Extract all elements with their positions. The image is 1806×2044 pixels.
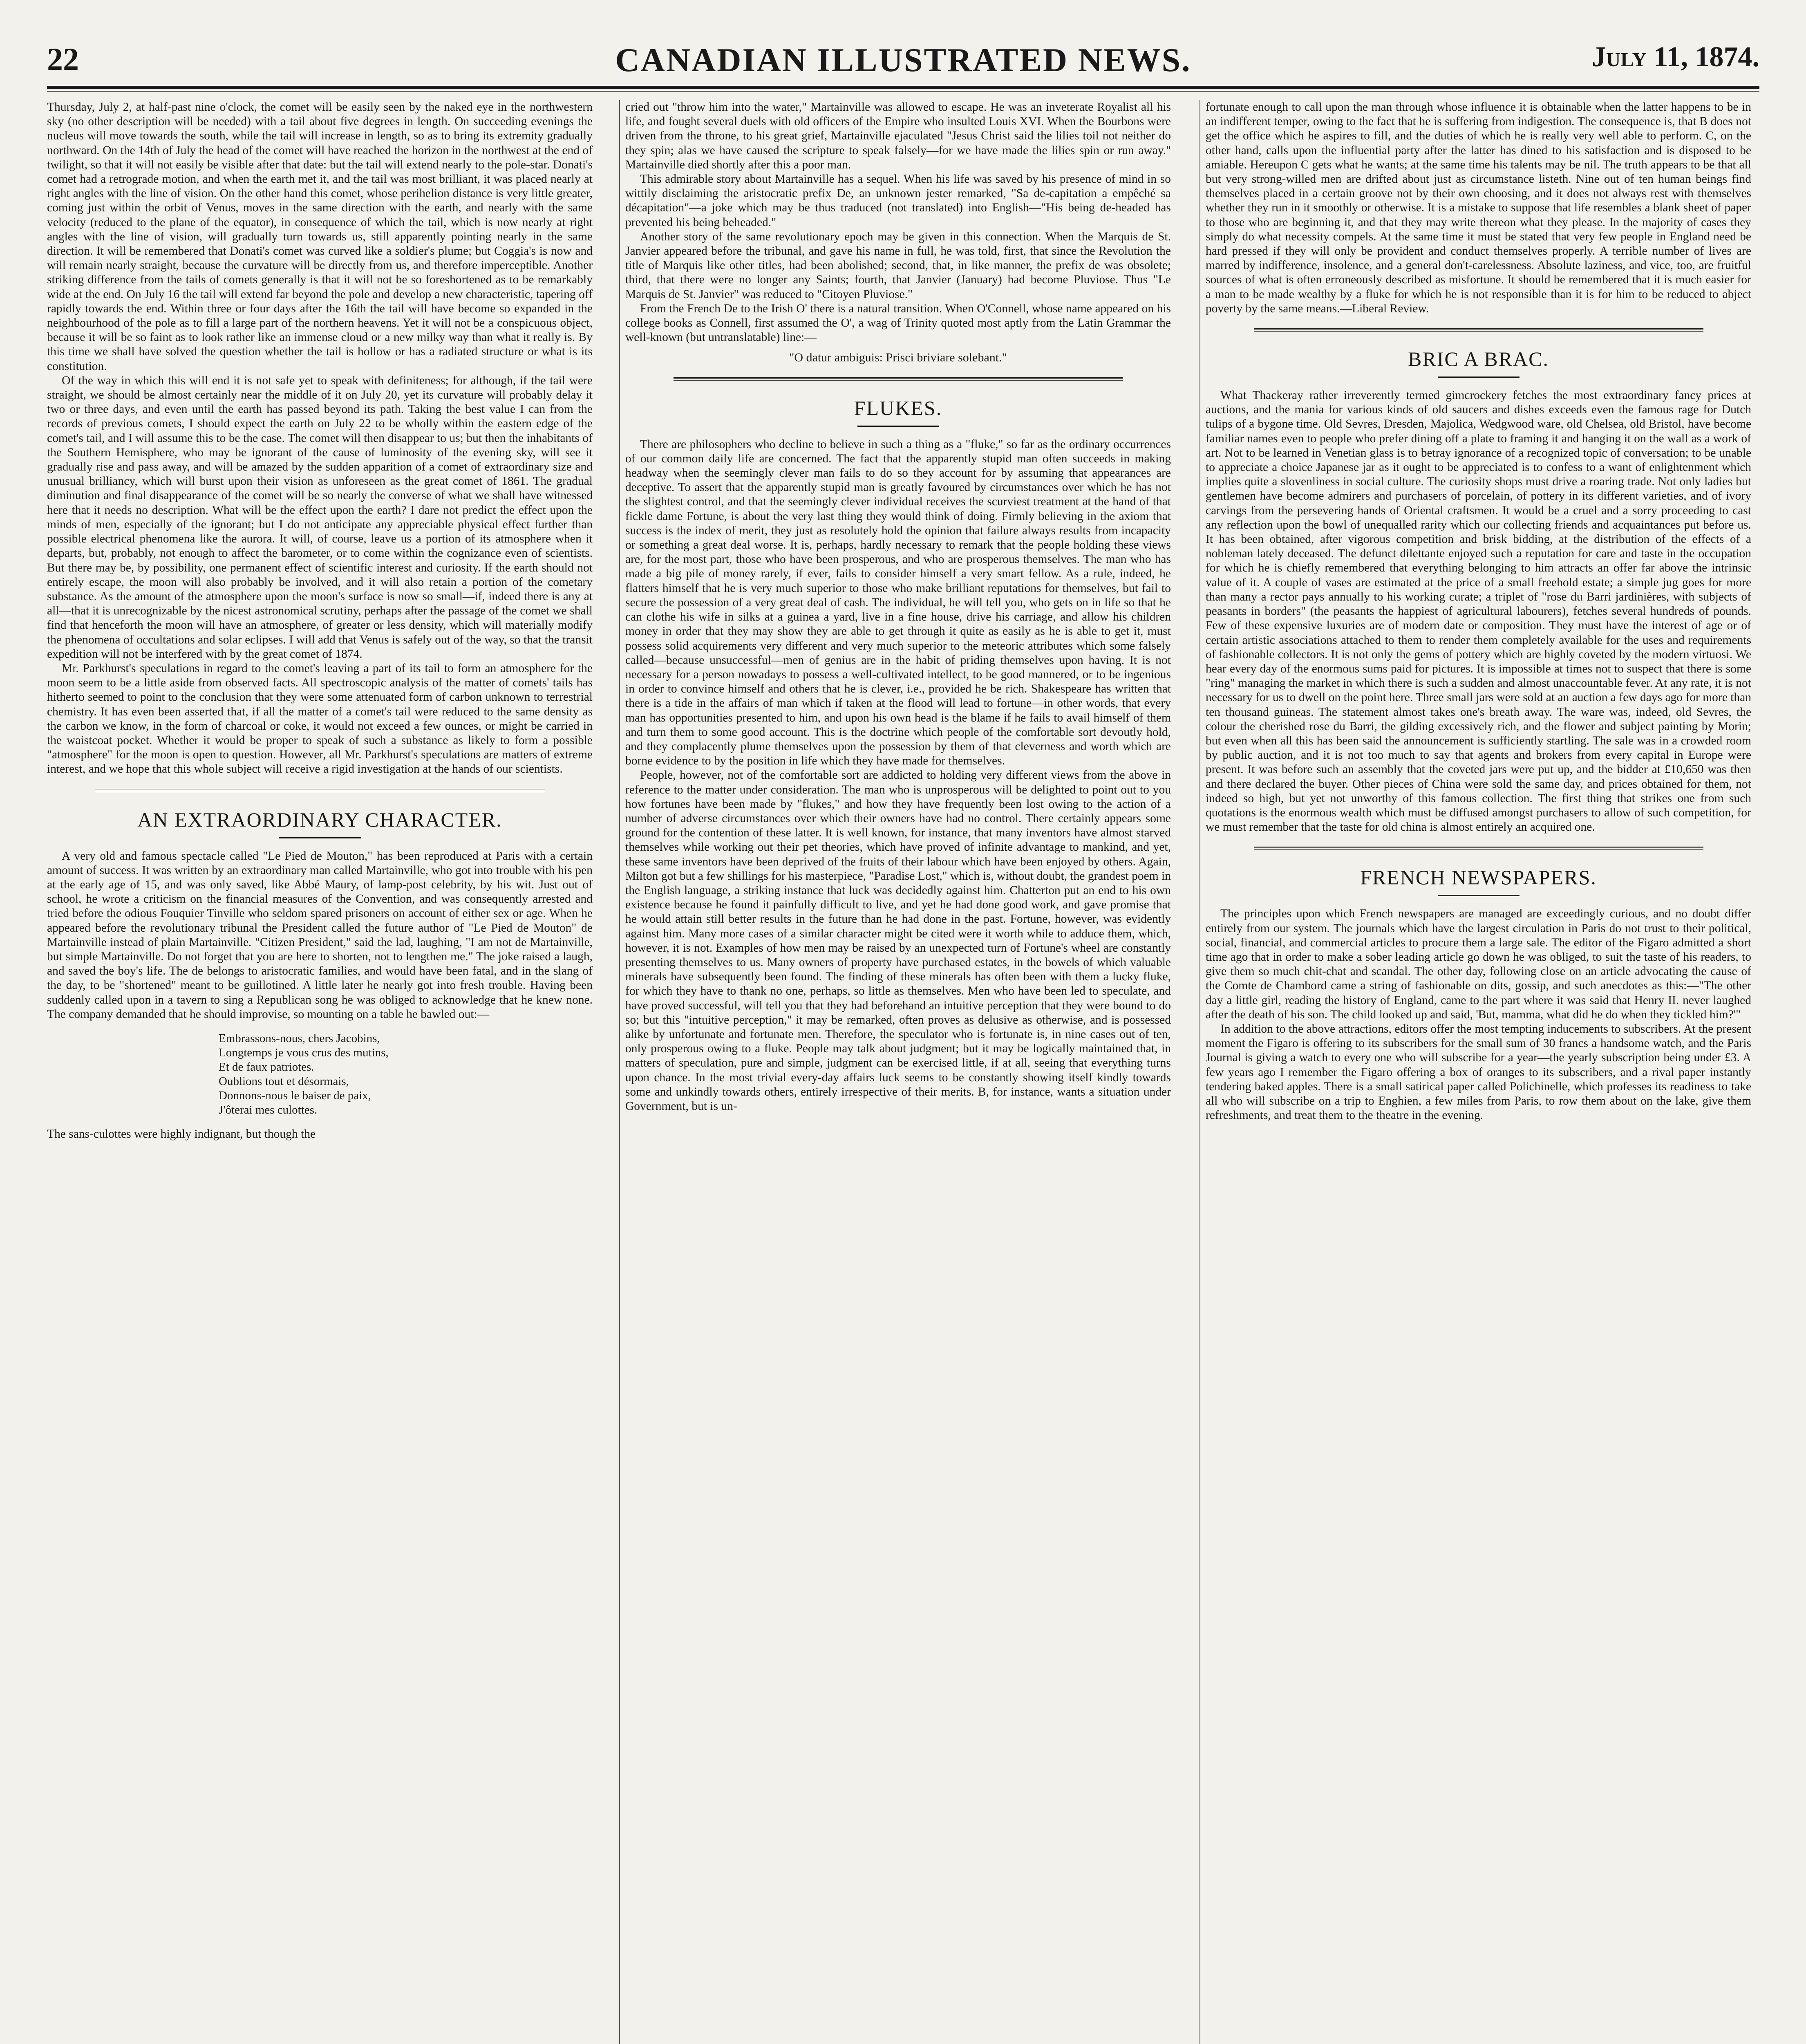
section-separator [1254,847,1703,850]
column-1 [47,100,593,2044]
comet-paragraph: Of the way in which this will end it is not safe yet to speak with definiteness; for although, if the tail were straight, we should be almost certainly near the middle of it on July 20, yet its curvature will probably delay it two or three days, and even until the earth has passed beyond its path. Taking the best value I can from the records of previous comets, I should expect the earth on July 22 to be wholly within the eastern edge of the comet's tail, and I will assume this to be the case. The comet will then disappear to us; but then the inhabitants of the Southern Hemisphere, who may be ignorant of the cause of luminosity of the evening sky, will see it gradually rise and pass away, and will be amazed by the sudden apparition of a comet of extraordinary size and unusual brilliancy, which will burst upon their vision as unforeseen as the great comet of 1861. The gradual diminution and final disappearance of the comet will be so nearly the converse of what we shall have witnessed here that it needs no description. What will be the effect upon the earth? I dare not predict the effect upon the minds of men, especially of the ignorant; but I do not anticipate any appreciable physical effect further than possible electrical phenomena like the aurora. It will, of course, leave us a portion of its atmosphere when it departs, but, probably, not enough to affect the barometer, or to come within the cognizance even of scientists. But there may be, by possibility, one permanent effect of scientific interest and curiosity. If the earth should not entirely escape, the moon will also probably be involved, and it will also retain a portion of the cometary substance. As the amount of the atmosphere upon the moon's surface is now so small—if, indeed there is any at all—that it is unrecognizable by the nicest astronomical scrutiny, perhaps after the passage of the comet we shall find that henceforth the moon will have an atmosphere, of greater or less density, which will materially modify the phenomena of occultations and solar eclipses. I will add that Venus is safely out of the way, so that the transit expedition will not be interfered with by the great comet of 1874. [47,374,593,661]
section-separator [95,789,545,792]
verse-line: Oublions tout et désormais, [219,1074,349,1088]
latin-quote: "O datur ambiguis: Prisci briviare solebant." [789,351,1007,365]
article-paragraph: The principles upon which French newspapers are managed are exceedingly curious, and no doubt differ entirely from our system. The journals which have the largest circulation in Paris do not trust to their political, social, financial, and commercial articles to procure them a large sale. The editor of the Figaro admitted a short time ago that in order to make a sober leading article go down he was obliged, to suit the taste of his readers, to give them so much chit-chat and scandal. The other day, following close on an article advocating the cause of the Comte de Chambord came a string of fashionable on dits, gossip, and such anecdotes as this:—"The other day a little girl, reading the history of England, came to the part where it was said that Henry II. never laughed after the death of his son. The child looked up and said, 'But, mamma, what did he do when they tickled him?'" [1206,907,1751,1021]
comet-paragraph: Thursday, July 2, at half-past nine o'clock, the comet will be easily seen by the naked eye in the northwestern sky (no other description will be needed) with a tail about five degrees in length. On succeeding evenings the nucleus will move towards the south, while the tail will increase in length, so as to bring its extremity gradually northward. On the 14th of July the head of the comet will have reached the horizon in the northwest at the end of twilight, so that it will not easily be visible after that date: but the tail will extend nearly to the pole-star. Donati's comet had a retrograde motion, and when the earth met it, and the tail was most brilliant, it was placed nearly at right angles with the line of vision. On the other hand this comet, whose perihelion distance is very little greater, coming just within the orbit of Venus, moves in the same direction with the earth, and nearly with the same velocity (reduced to the plane of the equator), in consequence of which the tail, which is now nearly at right angles with the line of vision, will gradually turn towards us, still apparently pointing nearly in the same direction. It will be remembered that Donati's comet was curved like a soldier's plume; but Coggia's is now and will remain nearly straight, because the curvature will be directly from us, and therefore imperceptible. Another striking difference from the tails of comets generally is that it will not be so foreshortened as to be remarkably wide at the end. On July 16 the tail will extend far beyond the pole and develop a new characteristic, tapering off rapidly towards the end. Within three or four days after the 16th the tail will have become so expanded in the neighbourhood of the pole as to fill a large part of the northern heavens. Yet it will not be a conspicuous object, because it will be so faint as to look rather like an immense cloud or a new milky way than what it really is. By this time we shall have solved the question whether the tail is hollow or has a radiated structure or what is its constitution. [47,101,593,373]
heading-rule [279,837,361,838]
article-paragraph: People, however, not of the comfortable sort are addicted to holding very different views from the above in reference to the matter under consideration. The man who is unprosperous will be delighted to point out to you how fortunes have been made by "flukes," and how they have frequently been lost owing to the action of a number of adverse circumstances over which their owners have had no control. There certainly appears some ground for the contention of these latter. It is well known, for instance, that many inventors have almost starved themselves while working out their pet theories, which have proved of infinite advantage to mankind, and yet, these same inventors have been deprived of the fruits of their labour which have been enjoyed by others. Again, Milton got but a few shillings for his masterpiece, "Paradise Lost," which is, without doubt, the grandest poem in the English language, a striking instance that luck was decidedly against him. Chatterton put an end to his own existence because he found it painfully difficult to live, and yet he had done good work, and gave promise that he would attain still better results in the future than he had done in the past. Fortune, however, was evidently against him. Many more cases of a similar character might be cited were it worth while to adduce them, which, however, it is not. Examples of how men may be raised by an unexpected turn of Fortune's wheel are constantly presenting themselves to us. Many owners of property have purchased estates, in the bowels of which valuable minerals have subsequently been found. The finding of these minerals has often been with them a lucky fluke, for which they have to thank no one, perhaps, so little as themselves. Men who have been led to speculate, and have proved successful, will tell you that they had beforehand an intuitive perception that they were bound to do so; but this "intuitive perception," it may be remarked, often proves as delusive as otherwise, and is possessed alike by unfortunate and fortunate men. Therefore, the speculator who is fortunate is, in nine cases out of ten, only prosperous owing to a fluke. People may talk about judgment; but it may be logically maintained that, in matters of speculation, pure and simple, judgment can be exercised little, if at all, seeing that everything turns upon chance. In the most trivial every-day affairs luck seems to be constantly showing itself kindly towards some and unkindly towards others, entirely irrespective of their merits. B, for instance, wants a situation under Government, but is un- [625,769,1171,1113]
article-paragraph: There are philosophers who decline to believe in such a thing as a "fluke," so far as the ordinary occurrences of our common daily life are concerned. The fact that the apparently stupid man often succeeds in making headway when the seemingly clever man fails to do so they account for by assuming that appearances are deceptive. To assert that the apparently stupid man is greatly favoured by circumstances over which he has not the slightest control, and that the seemingly clever individual receives the scurviest treatment at the hand of that fickle dame Fortune, is about the very last thing they would think of doing. Firmly believing in the axiom that success is the index of merit, they just as resolutely hold the opinion that failure always results from incapacity or something a great deal worse. It is, perhaps, hardly necessary to remark that the people holding these views are, for the most part, those who have been prosperous, and who are prosperous themselves. The man who has made a big pile of money rarely, if ever, fails to consider himself a very smart fellow. As a rule, indeed, he flatters himself that he is very much superior to those who make brilliant reputations for themselves, but fail to secure the possession of a very great deal of cash. The individual, he will tell you, who gets on in life so that he can clothe his wife in silks at a guinea a yard, live in a fine house, drive his carriage, and allow his children money in order that they may show they are able to get through it quite as easily as he is able to get it, must possess solid acquirements very different and very much superior to the meteoric attributes which some falsely called—because unsuccessful—men of genius are in the habit of priding themselves upon having. It is not necessary for a person nowadays to possess a well-cultivated intellect, to be good mannered, or to be ingenious in order to convince himself and others that he is clever, i.e., provided he be rich. Shakespeare has written that there is a tide in the affairs of man which if taken at the flood will lead to fortune—in other words, that every man has opportunities presented to him, and upon his own head is the blame if he fails to avail himself of them and turn them to some good account. This is the doctrine which people of the comfortable sort devoutly hold, and they complacently plume themselves upon the possession by them of that cleverness and worth which are borne evidence to by the position in life which they have made for themselves. [625,437,1171,768]
verse-line: Et de faux patriotes. [219,1060,314,1074]
article-paragraph: What Thackeray rather irreverently termed gimcrockery fetches the most extraordinary fancy prices at auctions, and the mania for various kinds of old saucers and dishes exceeds even the famous rage for Dutch tulips of a bygone time. Old Sevres, Dresden, Majolica, Wedgwood ware, old Chelsea, old Bristol, have become familiar names even to people who prefer dining off a plate to framing it and hanging it on the wall as a work of art. Not to be learned in Venetian glass is to betray ignorance of a recognized topic of conversation; to be unable to appreciate a choice Japanese jar as it ought to be appreciated is to confess to a want of enlightenment which implies quite a slovenliness in social culture. The curiosity shops must drive a roaring trade. Not only ladies but gentlemen have become admirers and purchasers of porcelain, of pottery in its different varieties, and of ivory carvings from the persevering hands of Oriental craftsmen. It would be a cruel and a sorry proceeding to cast any reflection upon the bowl of unequalled rarity which our collecting friends and acquaintances put before us. It has been obtained, after vigorous competition and brisk bidding, at the distribution of the effects of a nobleman lately deceased. The defunct dilettante enjoyed such a reputation for care and taste in the occupation for which he is chiefly remembered that everything belonging to him attracts an offer far above the intrinsic value of it. A couple of vases are estimated at the price of a small freehold estate; a simple jug goes for more than many a rector pays annually to his working curate; a triplet of "rose du Barri jardinières, with subjects of peasants in borders" (the peasants the happiest of agricultural labourers), fetches several hundreds of pounds. Few of these expensive luxuries are of modern date or composition. They must have the interest of age or of certain artistic associations attached to them to render them completely available for the uses and requirements of fashionable collectors. It is not only the gems of pottery which are highly coveted by the modern virtuosi. We hear every day of the enormous sums paid for pictures. It is impossible at times not to suspect that there is some "ring" managing the market in which there is such a sudden and almost unaccountable fever. At any rate, it is not necessary for us to dwell on the point here. Three small jars were sold at an auction a few days ago for more than ten thousand guineas. The statement almost takes one's breath away. The ware was, indeed, old Sevres, the colour the cherished rose du Barri, the gilding excessively rich, and the flower and subject painting by Morin; but even when all this has been said the announcement is sufficiently startling. The sale was in a crowded room by public auction, and it is not too much to say that agents and brokers from every capital in Europe were present. It was before such an assembly that the coveted jars were put up, and the bidder at £10,650 was then and there declared the buyer. Other pieces of China were sold the same day, and prices obtained for them, not indeed so high, but yet not unworthy of this famous collection. The first thing that strikes one from such quotations is the enormous wealth which must be diffused amongst purchasers to allow of such competition, for we must remember that the taste for old china is almost entirely an acquired one. [1206,389,1751,834]
heading-bric-a-brac: BRIC A BRAC. [1408,347,1549,371]
article-paragraph: Another story of the same revolutionary epoch may be given in this connection. When the Marquis de St. Janvier appeared before the tribunal, and gave his name in full, he was told, first, that since the Revolution the title of Marquis like other titles, had been abolished; second, that, in like manner, the prefix de was obsolete; third, that there were no longer any Saints; fourth, that Janvier (January) had become Pluviose. Thus "Le Marquis de St. Janvier" was reduced to "Citoyen Pluviose." [625,230,1171,301]
article-paragraph: In addition to the above attractions, editors offer the most tempting inducements to subscribers. At the present moment the Figaro is offering to its subscribers for the small sum of 30 francs a handsome watch, and the Paris Journal is giving a watch to every one who will subscribe for a year—the yearly subscription being under £3. A few years ago I remember the Figaro offering a box of oranges to its subscribers, and a rival paper instantly tendering baked apples. There is a small satirical paper called Polichinelle, which professes its readiness to take all who will subscribe on a trip to Enghien, a few miles from Paris, to row them about on the lake, give them refreshments, and treat them to the theatre in the evening. [1206,1022,1751,1122]
article-paragraph: cried out "throw him into the water," Martainville was allowed to escape. He was an inveterate Royalist all his life, and fought several duels with old officers of the Empire who insulted Louis XVI. When the Bourbons were driven from the throne, to his great grief, Martainville ejaculated "Jesus Christ said the lilies toil not neither do they spin; alas we have caused the scripture to speak falsely—for we have made the lilies spin or run away." Martainville died shortly after this a poor man. [625,101,1171,171]
heading-rule [1438,895,1520,896]
masthead [47,41,1759,86]
column-divider [619,100,620,2044]
verse-line: Embrassons-nous, chers Jacobins, [219,1031,380,1045]
article-paragraph: fortunate enough to call upon the man through whose influence it is obtainable when the latter happens to be in an indifferent temper, owing to the fact that he is suffering from indigestion. The consequence is, that B does not get the office which he aspires to fill, and the duties of which he is really very well able to perform. C, on the other hand, calls upon the influential party after the latter has dined to his satisfaction and is disposed to be amiable. Hereupon C gets what he wants; at the same time his talents may be nil. The truth appears to be that all but very strong-willed men are drifted about just as circumstance listeth. Nine out of ten human beings find themselves placed in a certain groove not by their own choosing, and it does not always rest with themselves whether they run in it smoothly or otherwise. It is a mistake to suppose that life resembles a blank sheet of paper to those who are beginning it, and that they may write thereon what they please. In the majority of cases they simply do what necessity compels. At the same time it must be stated that very few people in England need be hard pressed if they will only be provident and conduct themselves properly. A terrible number of lives are marred by indifference, insolence, and a general don't-carelessness. Absolute laziness, and vice, too, are fruitful sources of what is often erroneously described as misfortune. It should be remembered that it is much easier for a man to be made wealthy by a fluke for which he is not responsible than it is for him to be reduced to abject poverty by the same means.—Liberal Review. [1206,101,1751,315]
heading-french-newspapers: FRENCH NEWSPAPERS. [1360,866,1597,889]
section-separator [674,377,1123,381]
heading-extraordinary-character: AN EXTRAORDINARY CHARACTER. [137,808,502,831]
masthead-rule-thin [47,91,1759,92]
comet-paragraph: Mr. Parkhurst's speculations in regard to the comet's leaving a part of its tail to form an atmosphere for the moon seem to be a little aside from observed facts. All spectroscopic analysis of the matter of comets' tails has hitherto seemed to point to the conclusion that they were some attenuated form of carbon unknown to terrestrial chemistry. It has even been asserted that, if all the matter of a comet's tail were reduced to the same density as the carbon we know, in the form of charcoal or coke, it would not exceed a few ounces, or might be carried in the waistcoat pocket. Whether it would be proper to speak of such a substance as likely to form a possible "atmosphere" for the moon is open to question. However, all Mr. Parkhurst's speculations are matters of extreme interest, and we hope that this whole subject will receive a rigid investigation at the hands of our scientists. [47,661,593,776]
verse-line: J'ôterai mes culottes. [219,1103,318,1116]
heading-rule [857,426,939,427]
newspaper-title: CANADIAN ILLUSTRATED NEWS. [615,41,1191,78]
page-number: 22 [47,41,79,77]
heading-rule [1438,377,1520,378]
article-paragraph: This admirable story about Martainville has a sequel. When his life was saved by his presence of mind in so wittily disclaiming the aristocratic prefix De, an unknown jester remarked, "Sa de-capitation a empêché sa décapitation"—a joke which may be thus traduced (not translated) into English—"His being de-headed has prevented his being beheaded." [625,173,1171,229]
song-verse [219,1031,593,1117]
article-paragraph: A very old and famous spectacle called "Le Pied de Mouton," has been reproduced at Paris with a certain amount of success. It was written by an extraordinary man called Martainville, who got into trouble with his pen at the early age of 15, and was only saved, like Abbé Maury, of lamp-post celebrity, by his wit. Just out of school, he wrote a criticism on the financial measures of the Convention, and was consequently arrested and tried before the odious Fouquier Tinville who seldom spared prisoners on account of either sex or age. When he appeared before the revolutionary tribunal the President called the future author of "Le Pied de Mouton" de Martainville instead of plain Martainville. "Citizen President," said the lad, laughing, "I am not de Martainville, but simple Martainville. Do not forget that you are here to shorten, not to lengthen me." The joke raised a laugh, and saved the boy's life. The de belongs to aristocratic families, and would have been fatal, and in the slang of the day, to be "shortened" meant to be guillotined. A little later he nearly got into fresh trouble. Having been suddenly called upon in a tavern to sing a Republican song he was obliged to acknowledge that he knew none. The company demanded that he should improvise, so mounting on a table he bawled out:— [47,849,593,1021]
verse-line: Longtemps je vous crus des mutins, [219,1046,389,1059]
verse-line: Donnons-nous le baiser de paix, [219,1089,371,1102]
section-separator [1254,328,1703,332]
article-paragraph: The sans-culottes were highly indignant, but though the [47,1127,316,1141]
column-2 [625,100,1171,2044]
article-paragraph: From the French De to the Irish O' there is a natural transition. When O'Connell, whose name appeared on his college books as Connell, first assumed the O', a wag of Trinity quoted most aptly from the Latin Grammar the well-known (but untranslatable) line:— [625,302,1171,344]
issue-date: July 11, 1874. [1591,41,1759,73]
column-3 [1206,100,1751,2044]
masthead-rule [47,86,1759,89]
heading-flukes: FLUKES. [854,396,942,419]
